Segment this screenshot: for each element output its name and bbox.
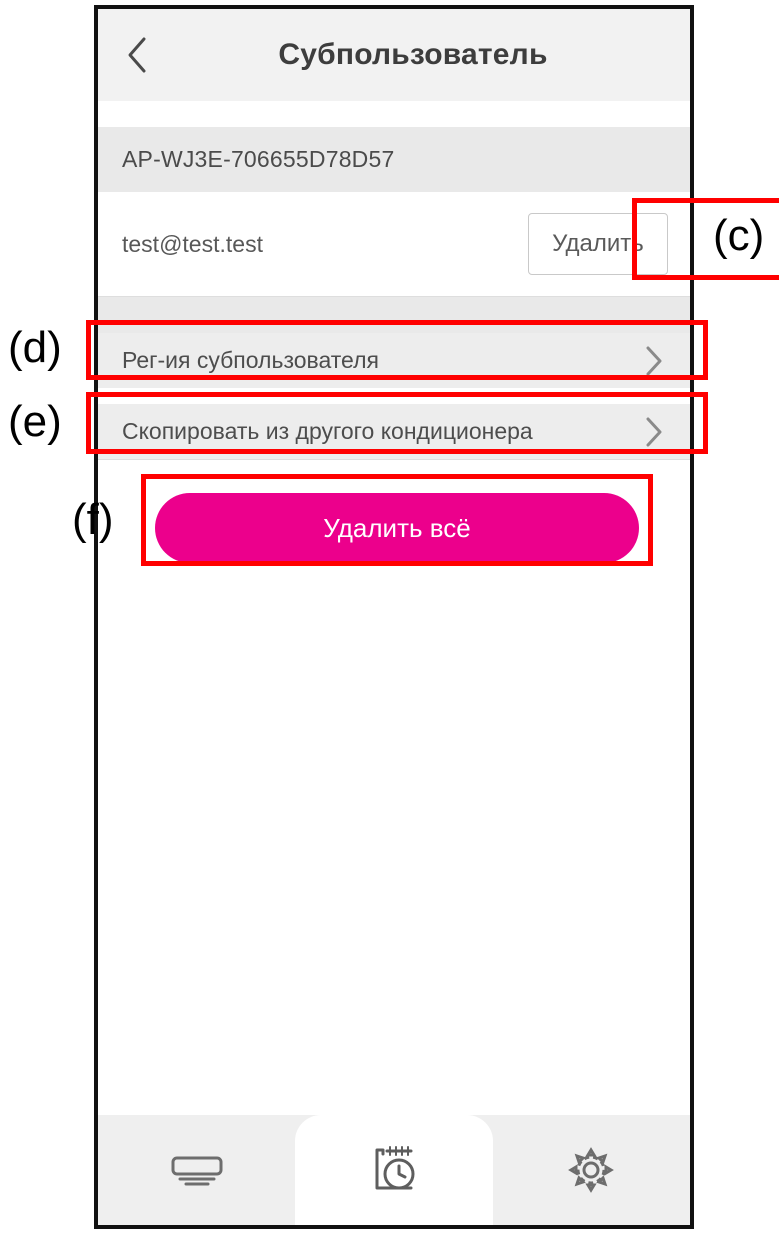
app-header (98, 9, 690, 101)
chevron-right-icon (644, 345, 664, 377)
device-id-row (98, 127, 690, 192)
subuser-row (98, 192, 690, 297)
tab-aircon[interactable] (98, 1115, 295, 1225)
tab-settings[interactable] (493, 1115, 690, 1225)
menu-item-copy-from-other-ac[interactable] (98, 404, 690, 460)
device-id-label: AP-WJ3E-706655D78D57 (122, 146, 395, 172)
annotation-label-d: (d) (8, 323, 62, 372)
annotation-label-e: (e) (8, 397, 62, 446)
menu-item-register-subuser-label: Рег-ия субпользователя (122, 347, 379, 373)
annotation-label-c: (c) (713, 211, 765, 260)
menu-item-copy-from-other-ac-label: Скопировать из другого кондиционера (122, 418, 533, 444)
chevron-right-icon (644, 416, 664, 448)
section-divider (98, 297, 690, 333)
bottom-tab-bar (98, 1115, 690, 1225)
page-title: Субпользователь (278, 38, 548, 71)
delete-all-button[interactable]: Удалить всё (155, 493, 639, 563)
menu-gap (98, 388, 690, 404)
tab-timer[interactable] (295, 1115, 492, 1225)
timer-clock-icon (365, 1144, 423, 1196)
menu-item-register-subuser[interactable] (98, 333, 690, 389)
air-conditioner-icon (168, 1149, 226, 1191)
phone-screen (94, 5, 694, 1229)
content-area (98, 575, 690, 1123)
delete-user-button[interactable]: Удалить (528, 213, 668, 275)
subuser-email: test@test.test (122, 230, 263, 257)
annotation-label-f: (f) (72, 495, 114, 544)
gear-icon (567, 1146, 615, 1194)
